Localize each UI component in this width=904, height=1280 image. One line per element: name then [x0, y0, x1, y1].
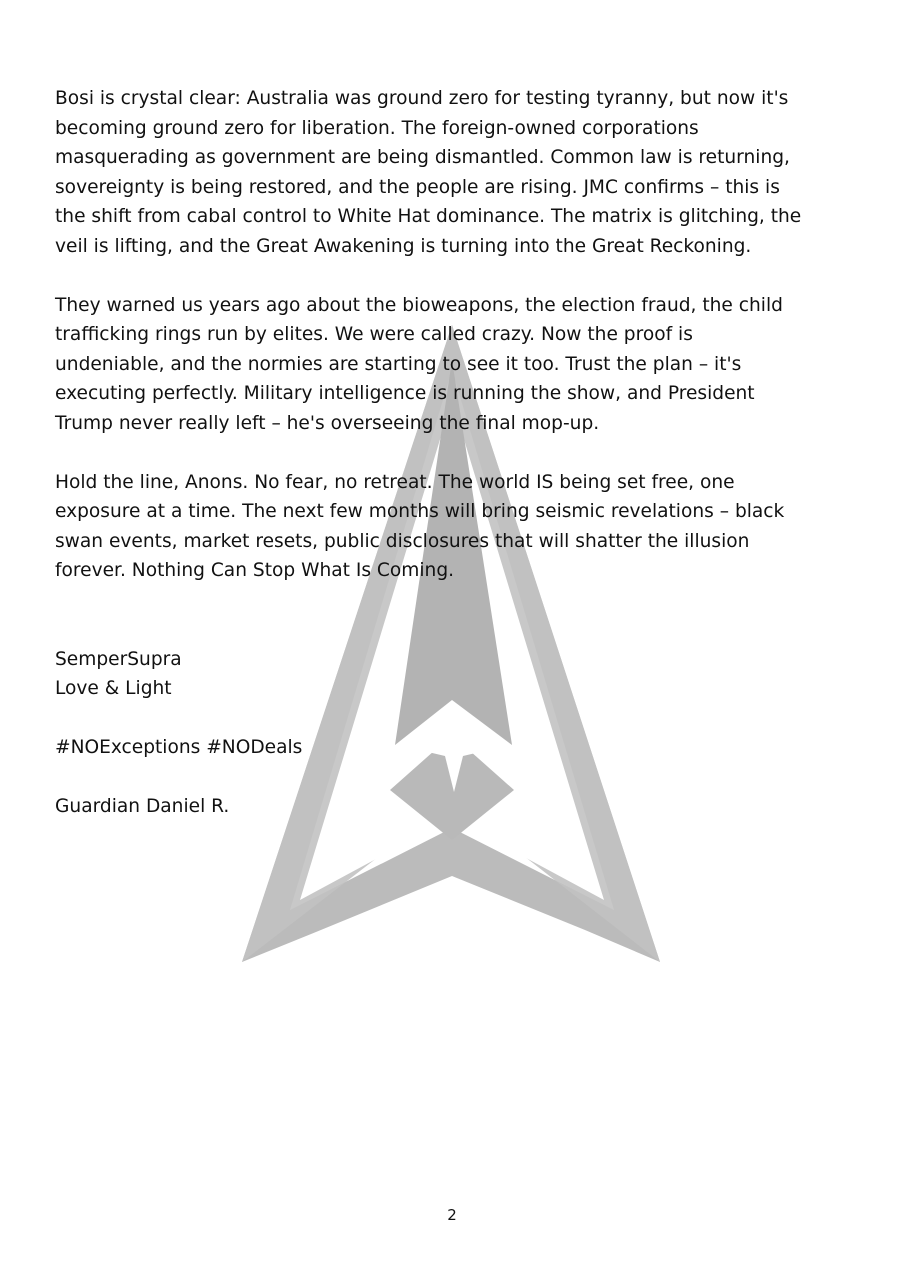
author [55, 792, 855, 822]
text-line: Trump never really left – he's overseeing the final mop-up. [55, 412, 600, 434]
text-line: Bosi is crystal clear: Australia was ground zero for testing tyranny, but now it's [55, 88, 789, 109]
text-line: sovereignty is being restored, and the people are rising. JMC confirms – this is [55, 176, 780, 198]
text-line: becoming ground zero for liberation. The foreign-owned corporations [55, 117, 699, 139]
text-line: Hold the line, Anons. No fear, no retreat. The world IS being set free, one [55, 471, 735, 493]
text-line: swan events, market resets, public disclosures that will shatter the illusion [55, 530, 750, 552]
text-line: trafficking rings run by elites. We were called crazy. Now the proof is [55, 324, 693, 345]
text-line: undeniable, and the normies are starting to see it too. Trust the plan – it's [55, 353, 742, 375]
text-line: exposure at a time. The next few months will bring seismic revelations – black [55, 501, 785, 522]
text-line: executing perfectly. Military intelligence is running the show, and President [55, 383, 755, 404]
signoff-closing: Love & Light [55, 678, 172, 699]
text-line: They warned us years ago about the bioweapons, the election fraud, the child [55, 294, 783, 316]
text-line: masquerading as government are being dismantled. Common law is returning, [55, 147, 790, 168]
signoff-name: SemperSupra [55, 648, 182, 670]
signoff [55, 645, 855, 704]
paragraph [55, 84, 855, 261]
paragraph [55, 291, 855, 439]
page-number: 2 [447, 1206, 457, 1224]
hashtags-line: #NOExceptions #NODeals [55, 737, 303, 758]
document-body [55, 84, 855, 822]
author-name: Guardian Daniel R. [55, 796, 230, 817]
hashtags [55, 733, 855, 763]
text-line: the shift from cabal control to White Hat dominance. The matrix is glitching, the [55, 206, 802, 227]
paragraph [55, 468, 855, 586]
text-line: forever. Nothing Can Stop What Is Coming. [55, 560, 455, 581]
text-line: veil is lifting, and the Great Awakening is turning into the Great Reckoning. [55, 235, 752, 257]
